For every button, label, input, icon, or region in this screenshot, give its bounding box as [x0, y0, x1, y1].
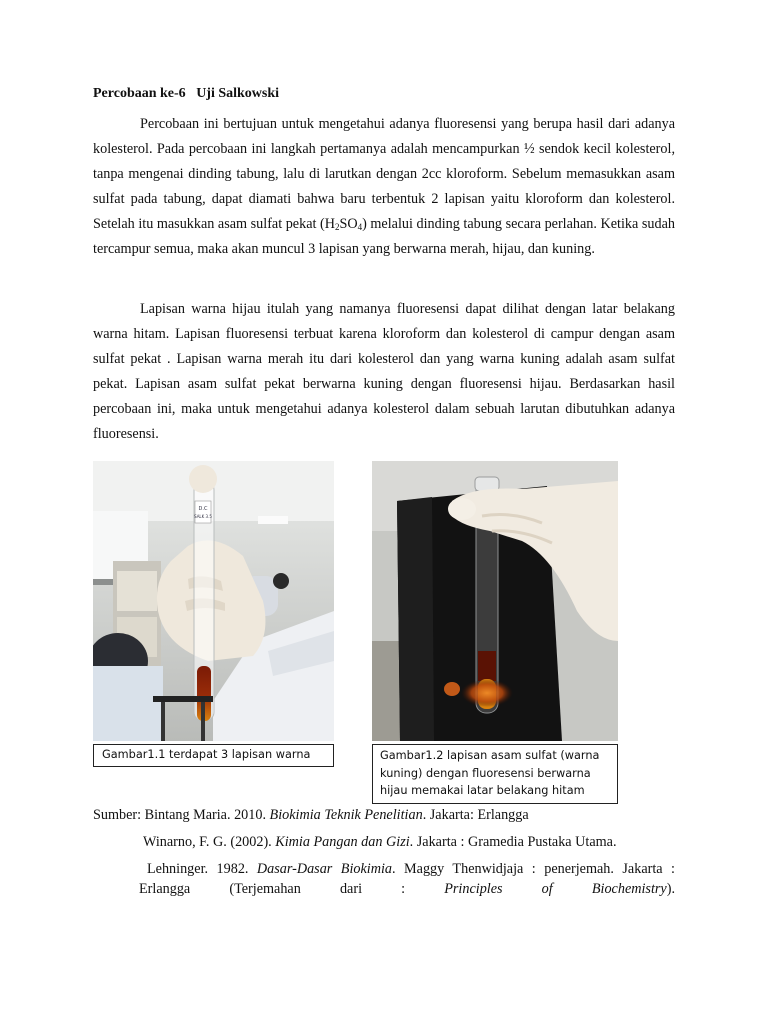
tube-label-text-2: SALK 3.5: [194, 514, 212, 519]
tube-label-text: D.C: [198, 506, 208, 512]
source-1-suffix: . Jakarta: Erlangga: [422, 807, 529, 823]
source-2: [143, 832, 617, 852]
source-3-suffix: ).: [666, 881, 675, 897]
section-number: Percobaan ke-6: [93, 86, 186, 101]
paragraph-1-text-b: ) melalui dinding tabung secara perlahan. Ketika sudah tercampur semua, maka akan muncul 3 lapisan yang berwarna merah, hijau, dan kuning.: [93, 216, 675, 257]
source-3-prefix: Lehninger. 1982.: [147, 861, 257, 877]
formula-subscript-2: 2: [334, 222, 340, 232]
paragraph-1: [93, 112, 675, 262]
source-3-title: Dasar-Dasar Biokimia: [256, 861, 393, 877]
section-title: [93, 86, 279, 102]
formula-so: SO: [339, 216, 358, 232]
figure-1-caption: Gambar1.1 terdapat 3 lapisan warna: [93, 744, 334, 767]
paragraph-1-text-a: Percobaan ini bertujuan untuk mengetahui adanya fluoresensi yang berupa hasil dari adanya kolesterol. Pada percobaan ini langkah pertamanya adalah mencampurkan ½ sendok kecil kolesterol, tanpa mengenai dinding tabung, lalu di larutkan dengan 2cc kloroform. Sebelum memasukkan asam sulfat pada tabung, dapat diamati bahwa baru terbentuk 2 lapisan yaitu kloroform dan kolesterol. Setelah itu masukkan asam sulfat pekat (H: [93, 116, 675, 232]
source-1-prefix: Sumber: Bintang Maria. 2010.: [93, 807, 270, 823]
source-3: [139, 859, 675, 899]
paragraph-2: Lapisan warna hijau itulah yang namanya fluoresensi dapat dilihat dengan latar belakang warna hitam. Lapisan fluoresensi terbuat karena kloroform dan kolesterol di campur dengan asam sulfat pekat . Lapisan warna merah itu dari kolesterol dan yang warna kuning adalah asam sulfat pekat. Lapisan asam sulfat pekat berwarna kuning dengan fluoresensi hijau. Berdasarkan hasil percobaan ini, maka untuk mengetahui adanya kolesterol dalam sebuah larutan dibutuhkan adanya fluoresensi.: [93, 301, 675, 442]
figure-2-image: [372, 461, 618, 741]
formula-subscript-4: 4: [357, 222, 363, 232]
figure-2-photo: [372, 461, 618, 741]
source-2-prefix: Winarno, F. G. (2002).: [143, 834, 276, 850]
figure-1-image: [93, 461, 334, 741]
figure-2-caption: Gambar1.2 lapisan asam sulfat (warna kuning) dengan fluoresensi berwarna hijau memakai latar belakang hitam: [372, 744, 618, 804]
source-2-suffix: . Jakarta : Gramedia Pustaka Utama.: [409, 834, 617, 850]
source-3-title-2: Principles of Biochemistry: [444, 881, 667, 897]
figure-1-photo: [93, 461, 334, 741]
source-3-middle: . Maggy Thenwidjaja : penerjemah. Jakarta : Erlangga (Terjemahan dari :: [139, 861, 675, 897]
source-1: [93, 805, 529, 825]
source-1-title: Biokimia Teknik Penelitian: [269, 807, 423, 823]
section-name: Uji Salkowski: [196, 86, 280, 101]
source-2-title: Kimia Pangan dan Gizi: [275, 834, 410, 850]
